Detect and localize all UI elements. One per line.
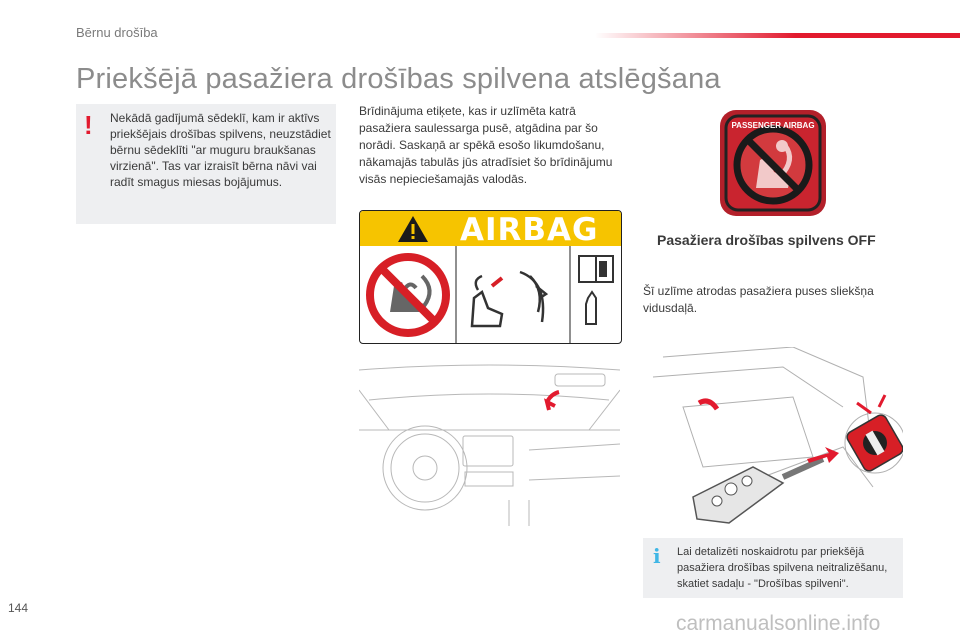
- switch-turn-arrow-icon: [857, 395, 885, 413]
- airbag-off-caption: Pasažiera drošības spilvens OFF: [657, 232, 876, 248]
- info-box: [643, 538, 903, 598]
- visor-arrow-icon: [547, 392, 559, 410]
- warning-triangle-icon: [396, 214, 430, 244]
- section-label: Bērnu drošība: [76, 25, 158, 40]
- sticker-ring-text: PASSENGER AIRBAG: [731, 121, 815, 130]
- warning-exclamation-icon: !: [84, 110, 93, 140]
- page-title: Priekšējā pasažiera drošības spilvena atslēgšana: [76, 63, 721, 95]
- airbag-off-sticker: [718, 108, 828, 218]
- watermark: carmanualsonline.info: [676, 612, 881, 635]
- airbag-warning-label: [359, 210, 622, 344]
- header-red-rule: [595, 33, 960, 38]
- airbag-deploy-icon: [472, 272, 546, 326]
- airbag-label-pictograms: [360, 246, 621, 343]
- warning-text: Nekādā gadījumā sēdeklī, kam ir aktīvs priekšējais drošības spilvens, neuzstādiet bērnu sēdeklīti "ar muguru braukšanas virzienā". Tas var izraisīt bērna nāvi vai radīt smagus miesas bojājumus.: [110, 111, 331, 189]
- info-icon: i: [653, 544, 661, 568]
- page-number: 144: [8, 601, 29, 615]
- warning-box: [76, 104, 336, 224]
- key-icon: [693, 459, 823, 523]
- info-text: Lai detalizēti noskaidrotu par priekšējā pasažiera drošības spilvena neitralizēšanu, skatiet sadaļu - "Drošības spilveni".: [677, 546, 888, 590]
- sticker-location-text: Šī uzlīme atrodas pasažiera puses sliekšņa vidusdaļā.: [643, 284, 874, 315]
- read-manual-icon: [579, 256, 613, 324]
- dashboard-sun-visor-drawing: [359, 360, 620, 526]
- key-switch-illustration: [643, 347, 903, 527]
- airbag-word: AIRBAG: [460, 212, 599, 248]
- intro-paragraph: Brīdinājuma etiķete, kas ir uzlīmēta katrā pasažiera saulessarga pusē, atgādina par šo norādi. Saskaņā ar spēkā esošo likumdošanu, nākamajās tabulās jūs atradīsiet šo brīdinājumu visās nepieciešamajās valodās.: [359, 104, 613, 186]
- glovebox-key-switch-drawing: [643, 347, 903, 527]
- dashboard-illustration: [359, 360, 620, 526]
- passenger-airbag-off-icon: [718, 108, 828, 218]
- no-rear-facing-seat-icon: [370, 257, 446, 333]
